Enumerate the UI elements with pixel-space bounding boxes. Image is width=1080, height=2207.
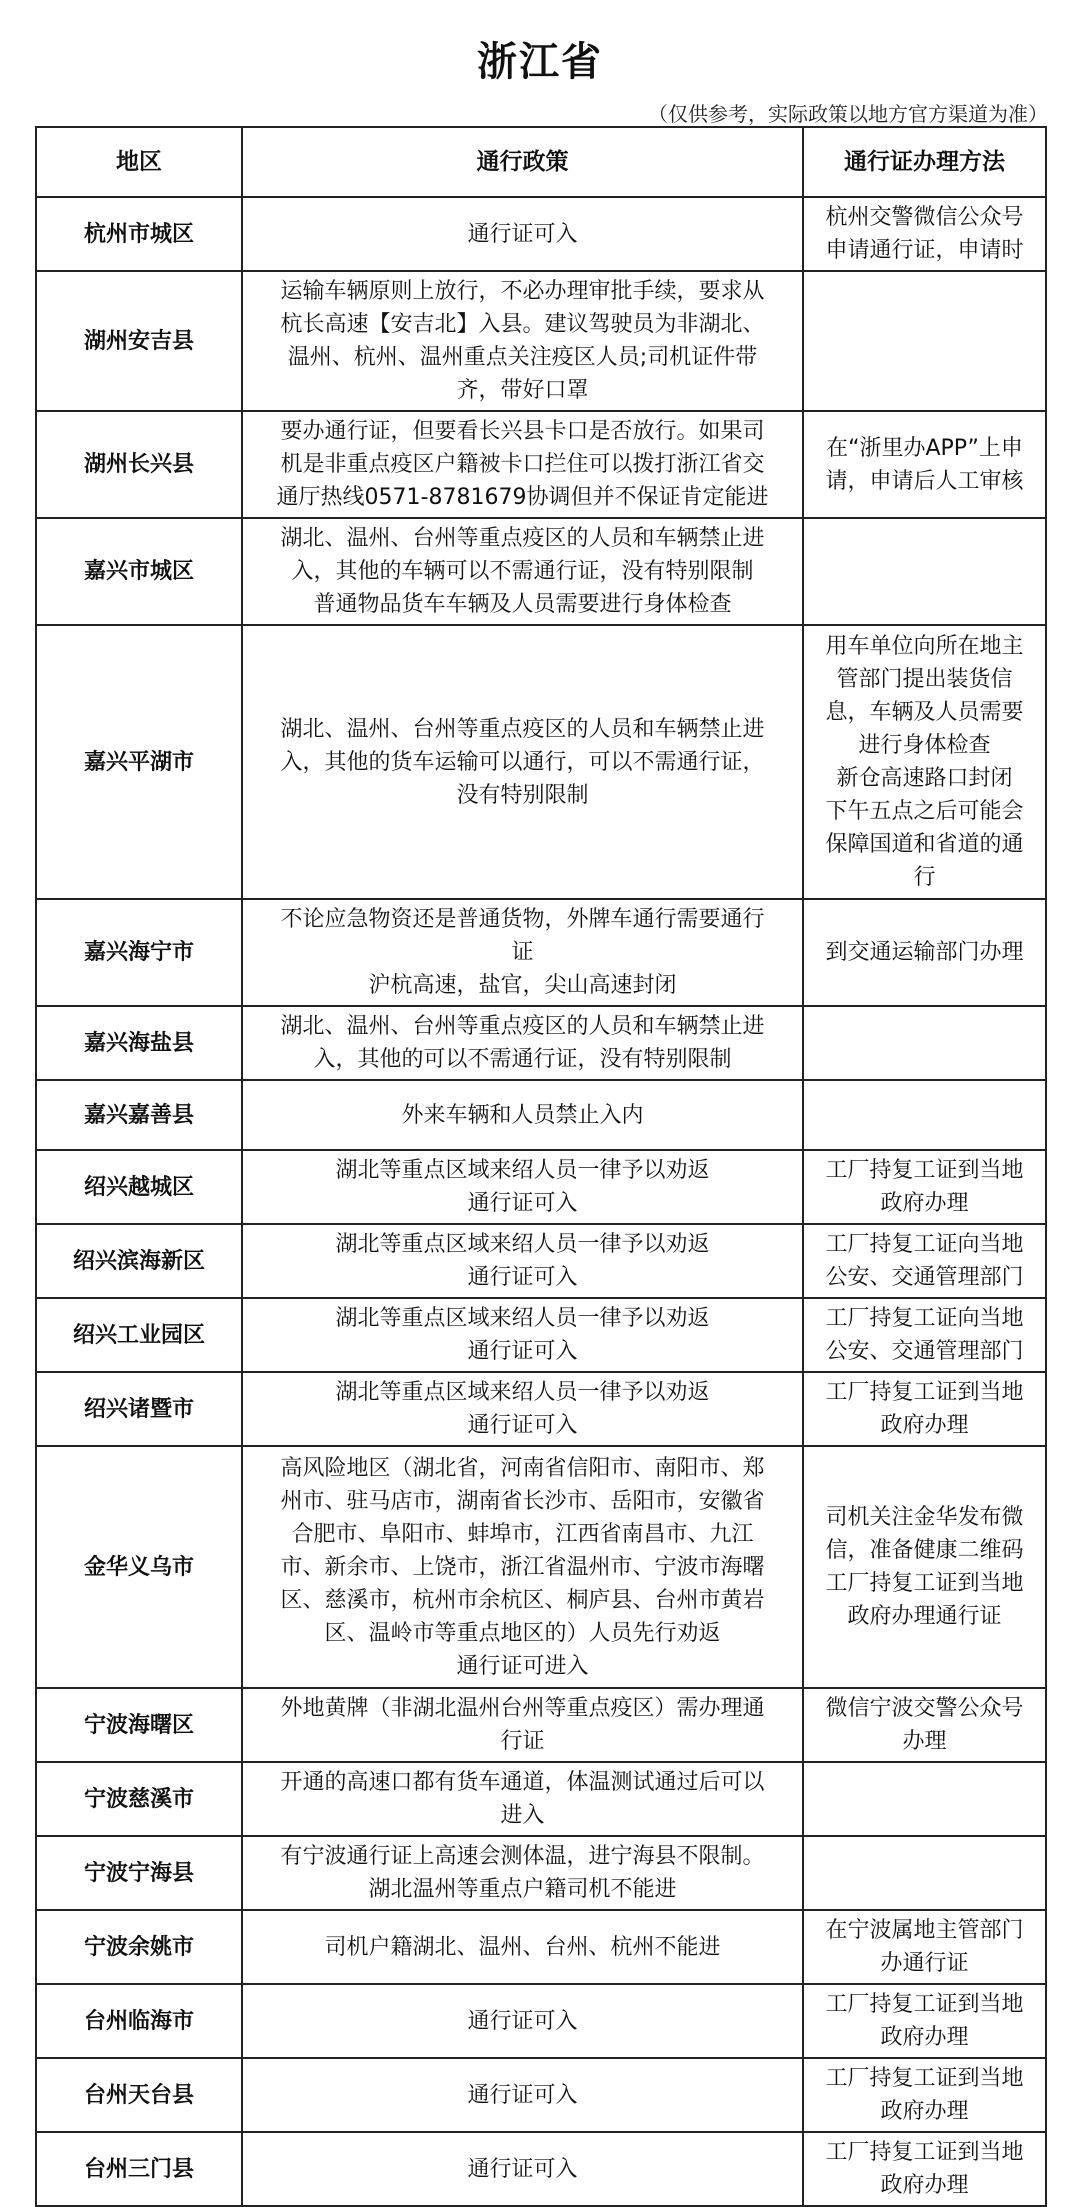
table-row — [36, 1150, 1046, 1224]
policy-line: 运输车辆原则上放行，不必办理审批手续，要求从 — [280, 279, 765, 304]
policy-line: 市、新余市、上饶市，浙江省温州市、宁波市海曙 — [280, 1554, 765, 1580]
method-cell — [803, 1910, 1046, 1984]
table-row — [36, 197, 1046, 271]
method-line: 行 — [913, 865, 936, 890]
method-line: 用车单位向所在地主 — [825, 634, 1024, 659]
method-line: 司机关注金华发布微 — [825, 1505, 1024, 1530]
method-line: 下午五点之后可能会 — [825, 799, 1024, 824]
method-line: 信，准备健康二维码 — [825, 1538, 1024, 1563]
policy-line: 通行证可入 — [467, 1191, 578, 1216]
policy-line: 湖北温州等重点户籍司机不能进 — [368, 1877, 677, 1902]
policy-line: 高风险地区（湖北省，河南省信阳市、南阳市、郑 — [280, 1455, 765, 1481]
header-policy: 通行政策 — [242, 127, 803, 197]
method-line: 政府办理 — [880, 2173, 969, 2198]
policy-cell — [242, 625, 803, 899]
table-row — [36, 411, 1046, 518]
region-cell: 绍兴诸暨市 — [36, 1372, 242, 1446]
policy-line: 要办通行证，但要看长兴县卡口是否放行。如果司 — [280, 419, 765, 444]
policy-line: 杭长高速【安吉北】入县。建议驾驶员为非湖北、 — [280, 312, 765, 337]
table-row — [36, 518, 1046, 625]
method-line: 申请通行证，申请时 — [825, 238, 1024, 263]
method-cell — [803, 271, 1046, 411]
policy-cell — [242, 2132, 803, 2206]
method-cell — [803, 1446, 1046, 1688]
method-cell — [803, 1984, 1046, 2058]
policy-line: 进入 — [500, 1803, 545, 1828]
policy-line: 机是非重点疫区户籍被卡口拦住可以拨打浙江省交 — [280, 452, 765, 477]
method-cell — [803, 899, 1046, 1006]
policy-line: 通行证可入 — [467, 2082, 578, 2108]
method-line: 政府办理通行证 — [847, 1604, 1002, 1629]
policy-line: 通行证可入 — [467, 2008, 578, 2034]
method-line: 在宁波属地主管部门 — [825, 1918, 1024, 1943]
method-line: 新仓高速路口封闭 — [836, 766, 1013, 791]
policy-cell — [242, 1150, 803, 1224]
method-line: 工厂持复工证到当地 — [825, 1380, 1024, 1405]
table-row — [36, 1298, 1046, 1372]
method-line: 政府办理 — [880, 1191, 969, 1216]
policy-line: 没有特别限制 — [456, 782, 589, 808]
table-row — [36, 625, 1046, 899]
table-body — [36, 197, 1046, 2206]
policy-line: 湖北、温州、台州等重点疫区的人员和车辆禁止进 — [280, 1014, 765, 1039]
table-header-row — [36, 127, 1046, 197]
method-line: 息，车辆及人员需要 — [825, 700, 1024, 725]
table-row — [36, 1006, 1046, 1080]
policy-line: 入，其他的可以不需通行证，没有特别限制 — [313, 1047, 732, 1072]
method-cell — [803, 1224, 1046, 1298]
method-line: 工厂持复工证向当地 — [825, 1232, 1024, 1257]
method-cell — [803, 2058, 1046, 2132]
region-cell: 嘉兴平湖市 — [36, 625, 242, 899]
method-cell — [803, 2132, 1046, 2206]
policy-cell — [242, 2058, 803, 2132]
policy-line: 司机户籍湖北、温州、台州、杭州不能进 — [324, 1934, 721, 1960]
region-cell: 宁波海曙区 — [36, 1688, 242, 1762]
policy-line: 湖北、温州、台州等重点疫区的人员和车辆禁止进 — [280, 716, 765, 742]
policy-line: 有宁波通行证上高速会测体温，进宁海县不限制。 — [280, 1844, 765, 1869]
region-cell: 台州天台县 — [36, 2058, 242, 2132]
header-method: 通行证办理方法 — [803, 127, 1046, 197]
table-row — [36, 1688, 1046, 1762]
policy-cell — [242, 1006, 803, 1080]
method-line: 办通行证 — [880, 1951, 969, 1976]
table-row — [36, 2132, 1046, 2206]
policy-line: 温州、杭州、温州重点关注疫区人员;司机证件带 — [287, 345, 758, 370]
policy-line: 通行证可入 — [467, 1413, 578, 1438]
header-region: 地区 — [36, 127, 242, 197]
method-cell — [803, 1080, 1046, 1150]
policy-cell — [242, 411, 803, 518]
policy-cell — [242, 1080, 803, 1150]
page-title: 浙江省 — [477, 39, 603, 85]
policy-cell — [242, 518, 803, 625]
region-cell: 嘉兴市城区 — [36, 518, 242, 625]
method-cell — [803, 197, 1046, 271]
method-line: 微信宁波交警公众号 — [825, 1696, 1024, 1721]
policy-line: 区、慈溪市，杭州市余杭区、桐庐县、台州市黄岩 — [280, 1587, 765, 1613]
method-line: 公安、交通管理部门 — [825, 1339, 1024, 1364]
policy-cell — [242, 1446, 803, 1688]
table-row — [36, 1446, 1046, 1688]
table-row — [36, 1224, 1046, 1298]
policy-cell — [242, 1910, 803, 1984]
policy-cell — [242, 1298, 803, 1372]
policy-line: 通行证可进入 — [456, 1653, 589, 1679]
region-cell: 台州三门县 — [36, 2132, 242, 2206]
policy-line: 湖北等重点区域来绍人员一律予以劝返 — [335, 1232, 710, 1257]
policy-line: 湖北、温州、台州等重点疫区的人员和车辆禁止进 — [280, 526, 765, 551]
policy-cell — [242, 1762, 803, 1836]
policy-cell — [242, 1984, 803, 2058]
policy-line: 湖北等重点区域来绍人员一律予以劝返 — [335, 1306, 710, 1331]
method-line: 工厂持复工证到当地 — [825, 1571, 1024, 1596]
region-cell: 宁波宁海县 — [36, 1836, 242, 1910]
table-row — [36, 2058, 1046, 2132]
method-line: 政府办理 — [880, 1413, 969, 1438]
policy-line: 齐，带好口罩 — [456, 378, 589, 403]
policy-line: 区、温岭市等重点地区的）人员先行劝返 — [324, 1620, 721, 1646]
method-line: 工厂持复工证到当地 — [825, 1158, 1024, 1183]
policy-line: 湖北等重点区域来绍人员一律予以劝返 — [335, 1380, 710, 1405]
region-cell: 金华义乌市 — [36, 1446, 242, 1688]
method-line: 到交通运输部门办理 — [825, 940, 1024, 965]
policy-cell — [242, 271, 803, 411]
policy-line: 入，其他的车辆可以不需通行证，没有特别限制 — [291, 559, 754, 584]
region-cell: 湖州长兴县 — [36, 411, 242, 518]
region-cell: 嘉兴嘉善县 — [36, 1080, 242, 1150]
region-cell: 嘉兴海盐县 — [36, 1006, 242, 1080]
policy-line: 沪杭高速，盐官，尖山高速封闭 — [368, 973, 677, 998]
method-cell — [803, 1762, 1046, 1836]
method-cell — [803, 625, 1046, 899]
region-cell: 宁波慈溪市 — [36, 1762, 242, 1836]
method-cell — [803, 1006, 1046, 1080]
policy-cell — [242, 1224, 803, 1298]
policy-line: 州市、驻马店市，湖南省长沙市、岳阳市，安徽省 — [280, 1488, 765, 1514]
policy-line: 证 — [511, 940, 534, 965]
policy-line: 普通物品货车车辆及人员需要进行身体检查 — [313, 592, 732, 617]
method-line: 工厂持复工证到当地 — [825, 1992, 1024, 2017]
method-cell — [803, 518, 1046, 625]
policy-line: 外来车辆和人员禁止入内 — [401, 1102, 644, 1128]
policy-line: 通行证可入 — [467, 221, 578, 247]
policy-line: 入，其他的货车运输可以通行，可以不需通行证， — [280, 749, 765, 775]
policy-line: 通厅热线0571-8781679协调但并不保证肯定能进 — [276, 485, 769, 510]
policy-line: 外地黄牌（非湖北温州台州等重点疫区）需办理通 — [280, 1696, 765, 1721]
method-line: 杭州交警微信公众号 — [825, 205, 1024, 230]
region-cell: 绍兴滨海新区 — [36, 1224, 242, 1298]
method-cell — [803, 1688, 1046, 1762]
policy-cell — [242, 899, 803, 1006]
method-line: 工厂持复工证到当地 — [825, 2066, 1024, 2091]
method-line: 在“浙里办APP”上申 — [826, 435, 1023, 461]
method-line: 请，申请后人工审核 — [825, 468, 1024, 494]
policy-table — [35, 126, 1047, 2207]
method-line: 公安、交通管理部门 — [825, 1265, 1024, 1290]
table-row — [36, 899, 1046, 1006]
method-cell — [803, 411, 1046, 518]
region-cell: 台州临海市 — [36, 1984, 242, 2058]
method-cell — [803, 1298, 1046, 1372]
table-row — [36, 271, 1046, 411]
method-line: 管部门提出装货信 — [836, 667, 1013, 692]
method-line: 政府办理 — [880, 2025, 969, 2050]
table-row — [36, 1372, 1046, 1446]
table-row — [36, 1762, 1046, 1836]
method-line: 工厂持复工证到当地 — [825, 2140, 1024, 2165]
method-line: 办理 — [902, 1729, 947, 1754]
policy-line: 通行证可入 — [467, 1265, 578, 1290]
method-cell — [803, 1150, 1046, 1224]
policy-cell — [242, 1688, 803, 1762]
disclaimer-note: （仅供参考，实际政策以地方官方渠道为准） — [648, 102, 1048, 126]
policy-cell — [242, 1836, 803, 1910]
region-cell: 嘉兴海宁市 — [36, 899, 242, 1006]
region-cell: 湖州安吉县 — [36, 271, 242, 411]
method-cell — [803, 1372, 1046, 1446]
policy-cell — [242, 1372, 803, 1446]
method-line: 工厂持复工证向当地 — [825, 1306, 1024, 1331]
method-cell — [803, 1836, 1046, 1910]
region-cell: 绍兴越城区 — [36, 1150, 242, 1224]
policy-line: 不论应急物资还是普通货物，外牌车通行需要通行 — [280, 907, 765, 932]
region-cell: 绍兴工业园区 — [36, 1298, 242, 1372]
policy-line: 湖北等重点区域来绍人员一律予以劝返 — [335, 1158, 710, 1183]
policy-line: 通行证可入 — [467, 2156, 578, 2182]
method-line: 进行身体检查 — [858, 733, 991, 758]
policy-line: 开通的高速口都有货车通道，体温测试通过后可以 — [280, 1770, 765, 1795]
policy-cell — [242, 197, 803, 271]
table-row — [36, 1080, 1046, 1150]
policy-line: 通行证可入 — [467, 1339, 578, 1364]
policy-line: 合肥市、阜阳市、蚌埠市，江西省南昌市、九江 — [291, 1521, 754, 1547]
table-row — [36, 1836, 1046, 1910]
policy-line: 行证 — [500, 1729, 545, 1754]
table-row — [36, 1984, 1046, 2058]
region-cell: 宁波余姚市 — [36, 1910, 242, 1984]
method-line: 政府办理 — [880, 2099, 969, 2124]
region-cell: 杭州市城区 — [36, 197, 242, 271]
method-line: 保障国道和省道的通 — [825, 832, 1024, 857]
table-row — [36, 1910, 1046, 1984]
